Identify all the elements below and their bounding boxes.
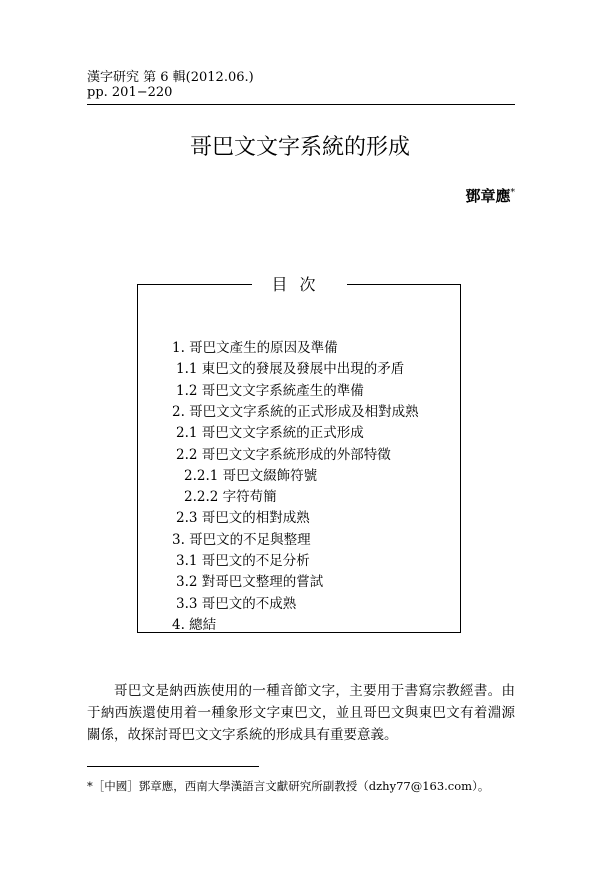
toc-entry [176, 570, 323, 590]
toc-entry-number: 1.2 [176, 382, 202, 399]
toc-entry-label: 哥巴文的不足與整理 [189, 531, 311, 548]
toc-entry [184, 485, 277, 505]
toc-entry-number: 2. [172, 403, 190, 420]
footnote-rule [87, 766, 259, 767]
toc-entry [176, 357, 404, 377]
toc-entry-number: 2.2.1 [184, 467, 223, 484]
toc-entry-number: 1.1 [176, 361, 202, 378]
toc-entry-label: 哥巴文文字系統形成的外部特徵 [201, 446, 391, 463]
toc-entry-label: 哥巴文的不足分析 [201, 553, 310, 569]
toc-entry-number: 2.1 [176, 425, 202, 442]
intro-paragraph: 哥巴文是納西族使用的一種音節文字，主要用于書寫宗教經書。由于納西族還使用着一種象形文字東巴文，並且哥巴文與東巴文有着淵源關係，故探討哥巴文文字系統的形成具有重要意義。 [87, 683, 515, 743]
paper-title: 哥巴文文字系統的形成 [189, 135, 410, 160]
header-rule [87, 104, 515, 105]
toc-entry-label: 總結 [189, 616, 217, 633]
toc-entry [176, 592, 296, 612]
toc-entry [176, 506, 310, 526]
toc-entry-label: 哥巴文產生的原因及準備 [189, 340, 338, 356]
toc-entry [184, 464, 317, 484]
author-name: 鄧章應 [465, 187, 511, 205]
toc-entry-label: 哥巴文文字系統的正式形成 [201, 425, 364, 442]
page-range: pp. 201−220 [87, 85, 173, 100]
toc-entry-number: 4. [172, 616, 190, 633]
toc-entry-number: 2.2 [176, 446, 202, 463]
footnote: *［中國］鄧章應，西南大學漢語言文獻研究所副教授（dzhy77@163.com）。 [87, 779, 490, 793]
toc-entry-number: 3.2 [176, 574, 202, 591]
toc-entry-label: 哥巴文文字系統產生的準備 [201, 382, 364, 399]
toc-entry-number: 3. [172, 531, 190, 548]
toc-entry [176, 379, 364, 399]
toc-entry-number: 1. [172, 340, 190, 356]
body-text [87, 680, 515, 746]
toc-entry-number: 3.1 [176, 553, 202, 569]
toc-entry [172, 336, 338, 356]
toc-entry-number: 3.3 [176, 595, 202, 612]
author [465, 185, 515, 206]
toc-entry-label: 對哥巴文整理的嘗試 [201, 574, 324, 591]
toc-entry [172, 400, 419, 420]
toc-entry [176, 443, 391, 463]
toc-entry-label: 字符苟簡 [222, 489, 277, 506]
toc-entry [172, 613, 216, 633]
toc-entry-label: 哥巴文的相對成熟 [201, 510, 310, 527]
journal-info: 漢字研究 第 6 輯(2012.06.) [87, 70, 254, 85]
author-footnote-mark: * [510, 188, 515, 198]
toc-entry-label: 哥巴文的不成熟 [201, 595, 297, 612]
toc-entry-number: 2.3 [176, 510, 202, 527]
toc-entry [176, 421, 364, 441]
toc-entry-number: 2.2.2 [184, 489, 223, 506]
toc-entry-label: 哥巴文綴飾符號 [222, 467, 318, 484]
toc-entry [172, 528, 311, 548]
toc-entry-label: 東巴文的發展及發展中出現的矛盾 [201, 361, 405, 378]
toc-heading: 目次 [252, 272, 347, 295]
toc-entry [176, 549, 310, 569]
toc-entry-label: 哥巴文文字系統的正式形成及相對成熟 [189, 403, 419, 420]
